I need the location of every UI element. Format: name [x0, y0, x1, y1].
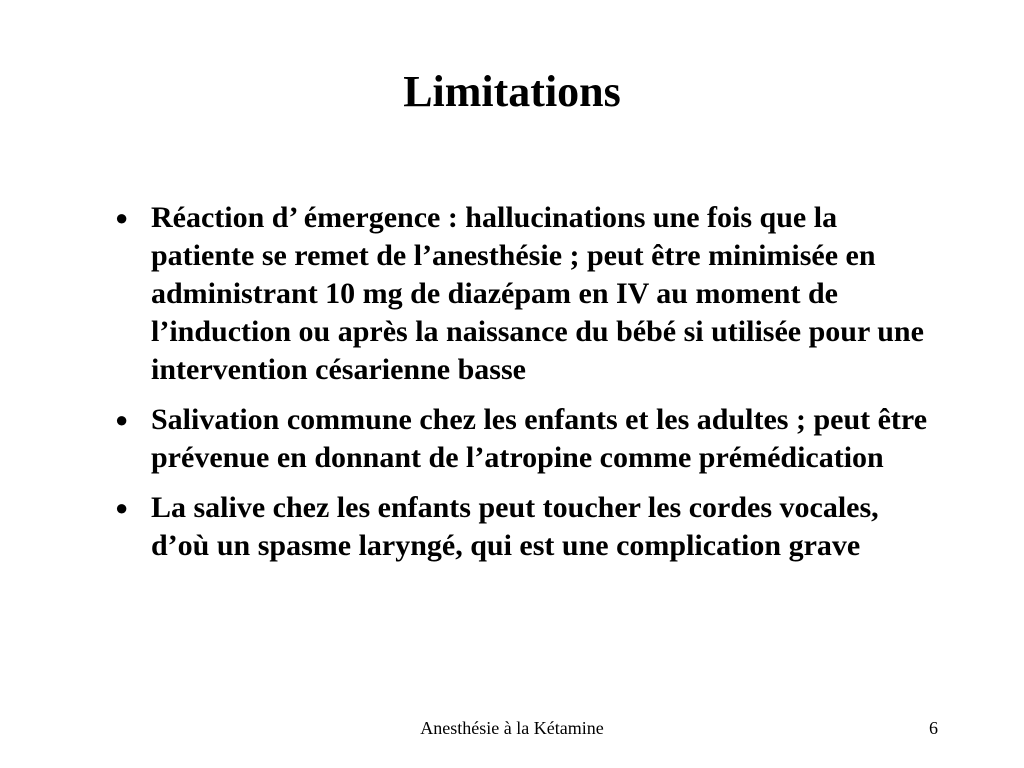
bullet-icon: ●: [115, 407, 129, 432]
slide-title: Limitations: [403, 67, 621, 116]
bullet-icon: ●: [115, 495, 129, 520]
bullet-icon: ●: [115, 205, 129, 230]
bullet-text: La salive chez les enfants peut toucher les cordes vocales, d’où un spasme laryngé, qui est une complication grave: [151, 491, 879, 562]
bullet-text: Réaction d’ émergence : hallucinations une fois que la patiente se remet de l’anesthésie ; peut être minimisée en administrant 10 mg de diazépam en IV au moment de l’induction ou après la naissance du bébé si utilisée pour une intervention césarienne basse: [151, 201, 924, 386]
bullet-list: [112, 199, 932, 577]
bullet-item: [112, 199, 932, 389]
page-number: 6: [929, 718, 938, 738]
bullet-item: [112, 401, 932, 477]
bullet-item: [112, 489, 932, 565]
bullet-text: Salivation commune chez les enfants et les adultes ; peut être prévenue en donnant de l’atropine comme prémédication: [151, 403, 928, 474]
footer-title: Anesthésie à la Kétamine: [420, 718, 604, 738]
